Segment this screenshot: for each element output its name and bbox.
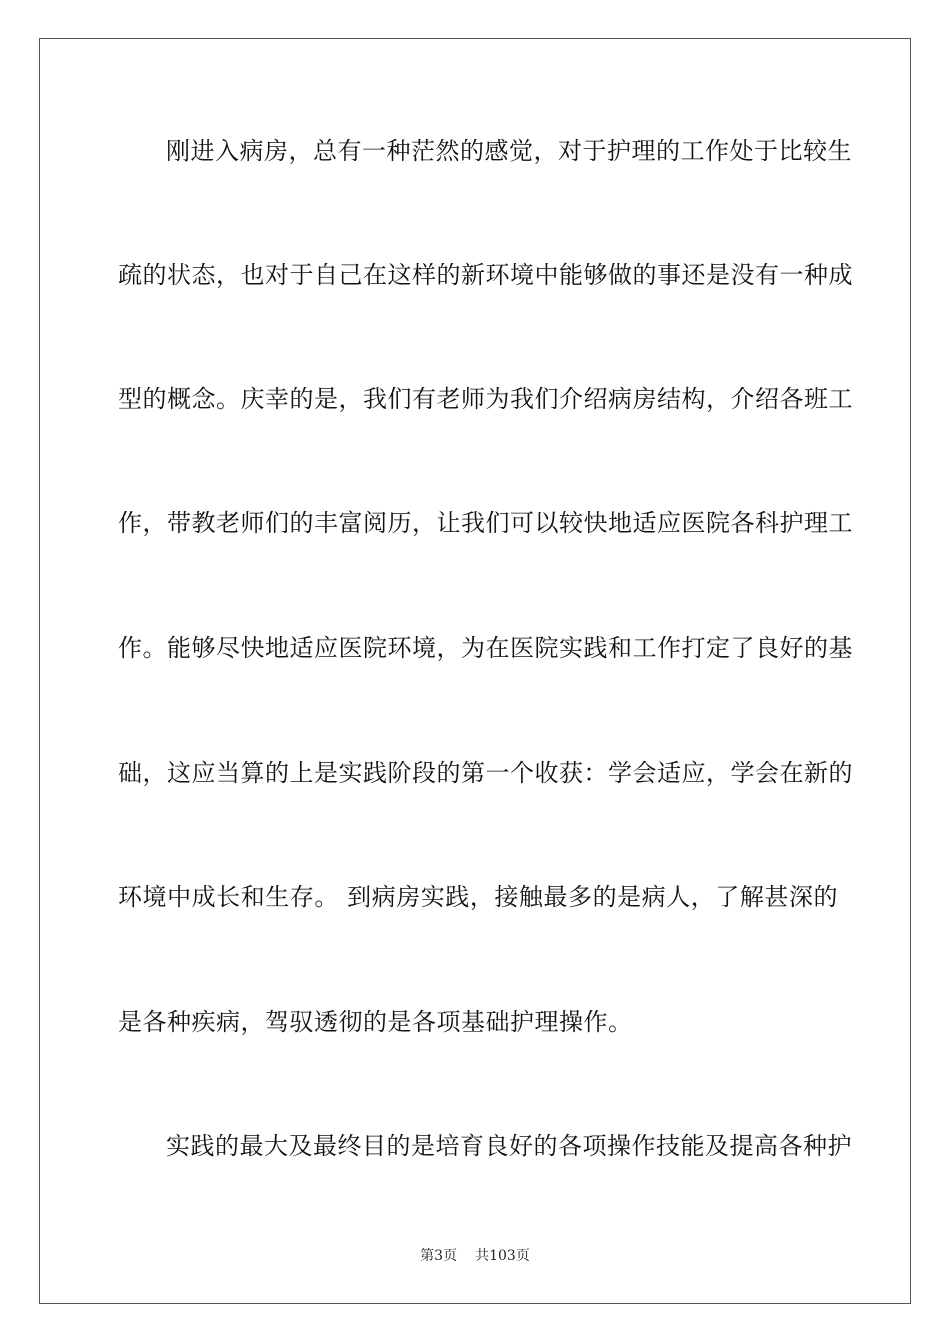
page-footer [0,1247,950,1265]
page-number: 第3页 [420,1248,458,1264]
page-border [39,38,911,1304]
paragraph-line: 环境中成长和生存。 到病房实践，接触最多的是病人，了解甚深的 [118,883,838,911]
page-total: 共103页 [475,1248,530,1264]
paragraph-line: 是各种疾病，驾驭透彻的是各项基础护理操作。 [118,1008,633,1036]
paragraph-line: 作，带教老师们的丰富阅历，让我们可以较快地适应医院各科护理工 [118,509,853,537]
paragraph-line: 疏的状态，也对于自己在这样的新环境中能够做的事还是没有一种成 [118,261,853,289]
paragraph-line: 础，这应当算的上是实践阶段的第一个收获：学会适应，学会在新的 [118,759,853,787]
paragraph-line: 型的概念。庆幸的是，我们有老师为我们介绍病房结构，介绍各班工 [118,385,853,413]
paragraph-line: 作。能够尽快地适应医院环境，为在医院实践和工作打定了良好的基 [118,634,853,662]
paragraph-line: 实践的最大及最终目的是培育良好的各项操作技能及提高各种护 [166,1132,852,1160]
paragraph-line: 刚进入病房，总有一种茫然的感觉，对于护理的工作处于比较生 [166,137,852,165]
